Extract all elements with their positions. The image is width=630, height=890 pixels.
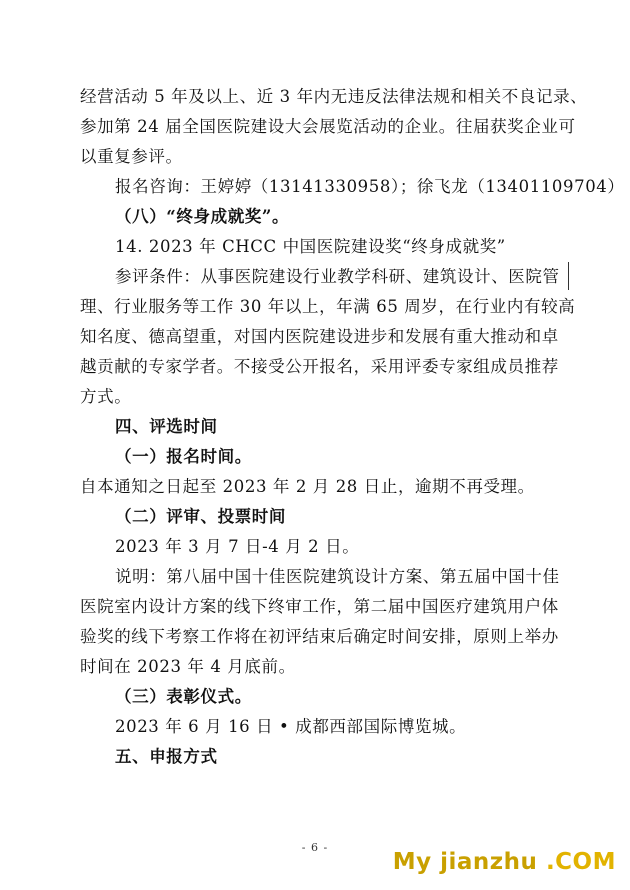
subheading-review-time: （二）评审、投票时间 bbox=[115, 507, 286, 526]
subheading-lifetime-award: （八）“终身成就奖”。 bbox=[115, 207, 290, 226]
contact-line: 报名咨询：王婷婷（13141330958）；徐飞龙（13401109704） bbox=[115, 177, 625, 196]
body-line-criteria-4: 越贡献的专家学者。不接受公开报名，采用评委专家组成员推荐 bbox=[80, 357, 559, 376]
note-line-4: 时间在 2023 年 4 月底前。 bbox=[80, 657, 296, 676]
note-line-1: 说明：第八届中国十佳医院建筑设计方案、第五届中国十佳 bbox=[115, 567, 560, 586]
section-heading-application: 五、申报方式 bbox=[115, 747, 218, 766]
body-line-criteria-3: 知名度、德高望重，对国内医院建设进步和发展有重大推动和卓 bbox=[80, 327, 559, 346]
subheading-ceremony: （三）表彰仪式。 bbox=[115, 687, 252, 706]
note-line-2: 医院室内设计方案的线下终审工作，第二届中国医疗建筑用户体 bbox=[80, 597, 559, 616]
body-line-criteria-2: 理、行业服务等工作 30 年以上，年满 65 周岁，在行业内有较高 bbox=[80, 297, 576, 316]
body-line-criteria-5: 方式。 bbox=[80, 387, 132, 406]
page-number: - 6 - bbox=[301, 841, 329, 854]
watermark-part-com: .COM bbox=[545, 849, 616, 875]
watermark-logo bbox=[393, 849, 616, 875]
award-title-line: 14. 2023 年 CHCC 中国医院建设奖“终身成就奖” bbox=[115, 237, 506, 256]
body-line-2: 参加第 24 届全国医院建设大会展览活动的企业。往届获奖企业可 bbox=[80, 117, 576, 136]
registration-deadline-line: 自本通知之日起至 2023 年 2 月 28 日止，逾期不再受理。 bbox=[80, 477, 535, 496]
body-line-criteria-1: 参评条件：从事医院建设行业教学科研、建筑设计、医院管 bbox=[115, 267, 560, 286]
subheading-registration-time: （一）报名时间。 bbox=[115, 447, 252, 466]
watermark-part-jianzhu: jianzhu bbox=[440, 849, 538, 875]
note-line-3: 验奖的线下考察工作将在初评结束后确定时间安排，原则上举办 bbox=[80, 627, 559, 646]
section-heading-timeline: 四、评选时间 bbox=[115, 417, 218, 436]
review-dates-line: 2023 年 3 月 7 日-4 月 2 日。 bbox=[115, 537, 360, 556]
ceremony-date-line: 2023 年 6 月 16 日 • 成都西部国际博览城。 bbox=[115, 717, 467, 736]
body-line-1: 经营活动 5 年及以上、近 3 年内无违反法律法规和相关不良记录、 bbox=[80, 87, 588, 106]
body-line-3: 以重复参评。 bbox=[80, 147, 183, 166]
watermark-part-my: My bbox=[392, 849, 432, 875]
text-cursor-mark bbox=[568, 262, 569, 290]
